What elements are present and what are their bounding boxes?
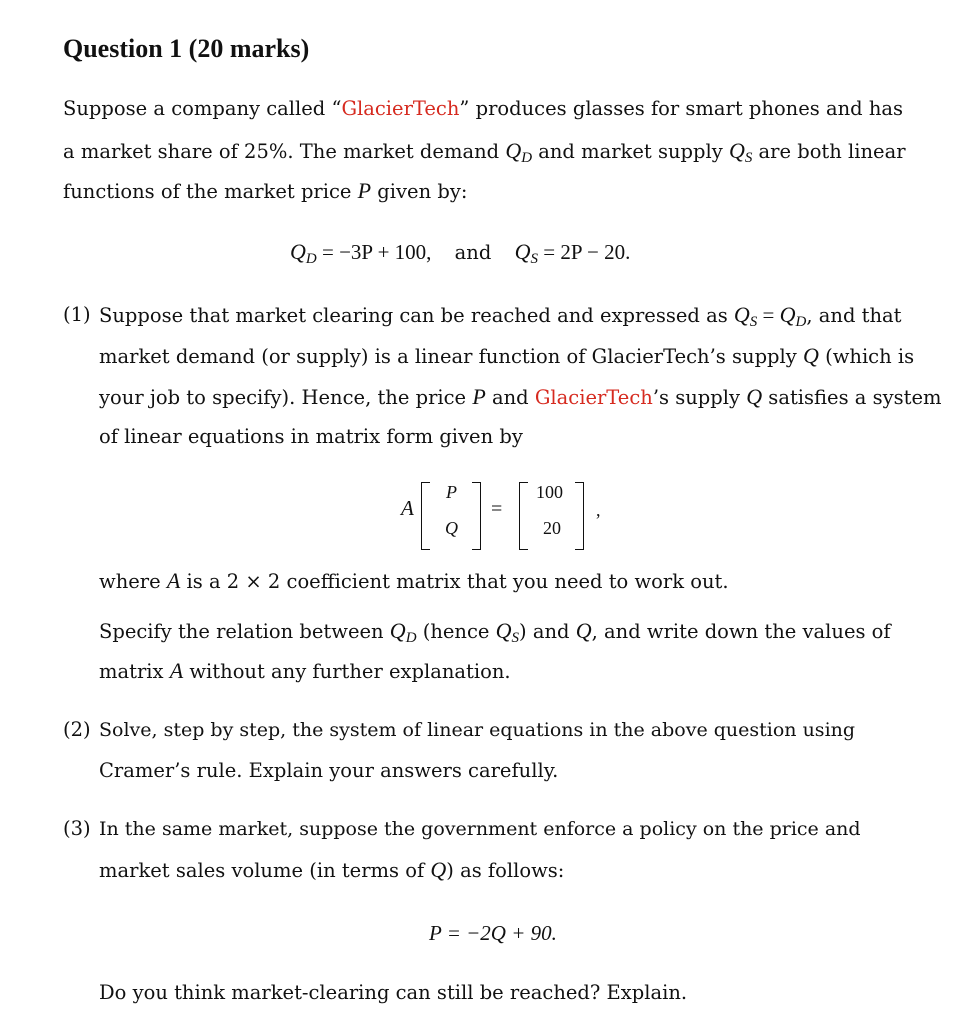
- math-sub-s: S: [530, 251, 538, 267]
- part-2-line-2: Cramer’s rule. Explain your answers carefully.: [99, 759, 559, 782]
- part-1-line-7: [99, 659, 511, 684]
- text: a market share of 25%. The market demand: [63, 140, 506, 163]
- math-a: A: [169, 658, 184, 683]
- vector-p: P: [446, 482, 457, 502]
- text: and market supply: [532, 140, 729, 163]
- text: where: [99, 570, 167, 593]
- part-2-line-1: Solve, step by step, the system of linear equations in the above question using: [99, 719, 856, 741]
- part-1-line-5: [99, 569, 729, 594]
- intro-line-2: [63, 139, 906, 170]
- text: without any further explanation.: [183, 660, 511, 683]
- part-3-line-3: Do you think market-clearing can still be reached? Explain.: [99, 981, 688, 1004]
- part-3-number: (3): [63, 817, 91, 840]
- part-1-line-2: [99, 344, 914, 369]
- math-q: Q: [728, 138, 745, 163]
- right-bracket: [575, 482, 584, 550]
- matrix-comma: ,: [596, 500, 601, 520]
- math-sub-d: D: [405, 630, 417, 646]
- company-name: GlacierTech: [534, 386, 653, 409]
- text: Suppose a company called “: [63, 97, 342, 120]
- math-sub-s: S: [749, 314, 758, 330]
- math-p: P: [472, 384, 486, 409]
- part-1-line-3: [99, 385, 942, 410]
- part-3-line-2: [99, 858, 564, 883]
- question-title: Question 1 (20 marks): [63, 34, 310, 63]
- math-q: Q: [290, 239, 306, 264]
- text: (hence: [416, 620, 496, 643]
- text: are both linear: [752, 140, 906, 163]
- math-sub-d: D: [521, 150, 533, 166]
- math-q: Q: [495, 618, 512, 643]
- text: and: [485, 386, 535, 409]
- text: Suppose that market clearing can be reached and expressed as: [99, 304, 734, 327]
- demand-expression: = −3P + 100,: [316, 240, 432, 264]
- math-q: Q: [389, 618, 406, 643]
- text: ’s supply: [652, 386, 747, 409]
- part-3-line-1: In the same market, suppose the government enforce a policy on the price and: [99, 818, 861, 840]
- math-q: Q: [733, 302, 750, 327]
- left-bracket: [519, 482, 528, 550]
- math-a: A: [166, 568, 181, 593]
- text: Specify the relation between: [99, 620, 390, 643]
- math-q: Q: [803, 343, 819, 368]
- text: functions of the market price: [63, 180, 358, 203]
- supply-expression: = 2P − 20.: [537, 240, 631, 264]
- text: given by:: [371, 180, 468, 203]
- text: , and that: [806, 304, 902, 327]
- and-word: and: [454, 241, 492, 264]
- math-sub-d: D: [305, 251, 317, 267]
- text: is a 2 × 2 coefficient matrix that you need to work out.: [180, 570, 729, 593]
- right-bracket: [472, 482, 481, 550]
- text: market demand (or supply) is a linear function of GlacierTech’s supply: [99, 345, 803, 368]
- part-2-number: (2): [63, 718, 91, 741]
- math-q: Q: [746, 384, 763, 409]
- math-sub-s: S: [744, 150, 753, 166]
- math-q: Q: [514, 239, 531, 264]
- policy-equation: P = −2Q + 90.: [429, 921, 557, 945]
- text: ) and: [519, 620, 576, 643]
- text: matrix: [99, 660, 170, 683]
- part-1-number: (1): [63, 303, 91, 326]
- rhs-value-2: 20: [543, 518, 561, 538]
- equals: =: [757, 303, 780, 327]
- math-sub-s: S: [511, 630, 520, 646]
- supply-demand-equations: [290, 240, 630, 271]
- math-q: Q: [430, 857, 447, 882]
- math-p: P: [357, 178, 372, 203]
- text: satisfies a system: [762, 386, 942, 409]
- part-1-line-1: [99, 303, 902, 334]
- company-name: GlacierTech: [341, 97, 460, 120]
- text: (which is: [818, 345, 915, 368]
- part-1-line-4: of linear equations in matrix form given by: [99, 425, 523, 448]
- math-sub-d: D: [795, 314, 807, 330]
- left-bracket: [421, 482, 430, 550]
- math-q: Q: [505, 138, 522, 163]
- text: ) as follows:: [446, 859, 565, 882]
- vector-q: Q: [445, 518, 458, 538]
- intro-line-1: [63, 97, 903, 121]
- text: ” produces glasses for smart phones and has: [459, 97, 904, 120]
- math-q: Q: [779, 302, 796, 327]
- matrix-a-symbol: A: [401, 496, 414, 520]
- text: your job to specify). Hence, the price: [99, 386, 473, 409]
- text: market sales volume (in terms of: [99, 859, 431, 882]
- text: , and write down the values of: [591, 620, 891, 643]
- part-1-line-6: [99, 619, 891, 650]
- rhs-value-1: 100: [536, 482, 563, 502]
- math-q: Q: [575, 618, 592, 643]
- intro-line-3: [63, 179, 467, 204]
- equals-sign: =: [491, 498, 503, 520]
